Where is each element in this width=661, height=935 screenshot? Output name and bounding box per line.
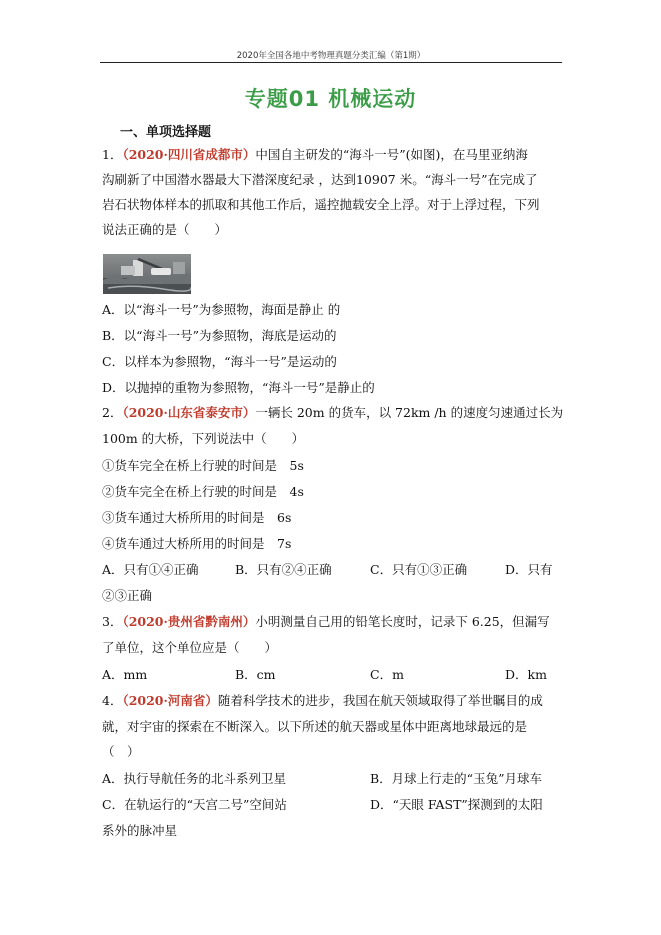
page-header: 2020年全国各地中考物理真题分类汇编（第1期） (236, 51, 426, 61)
q3-line-1 (102, 614, 550, 630)
q2-option-b: B．只有②④正确 (235, 562, 332, 577)
q2-number: 2． (102, 405, 123, 420)
q1-option-d: D．以抛掉的重物为参照物，“海斗一号”是静止的 (102, 380, 375, 395)
q1-line-2: 沟刷新了中国潜水器最大下潜深度纪录 ，达到10907 米。“海斗一号”在完成了 (102, 172, 538, 187)
q2-line-1 (102, 405, 563, 421)
q2-source: （2020·山东省泰安市） (122, 405, 256, 420)
section-heading: 一、单项选择题 (120, 125, 212, 140)
q2-text: 一辆长 20m 的货车，以 72km /h 的速度匀速通过长为 (255, 405, 564, 420)
q1-text: 中国自主研发的“海斗一号”(如图)，在马里亚纳海 (255, 147, 528, 162)
q1-line-3: 岩石状物体样本的抓取和其他工作后，遥控抛载安全上浮。对于上浮过程，下列 (102, 197, 540, 212)
q4-line-2: 就，对宇宙的探索在不断深入。以下所述的航天器或星体中距离地球最远的是 (102, 719, 528, 734)
q4-option-a: A．执行导航任务的北斗系列卫星 (102, 771, 287, 786)
q1-line-4: 说法正确的是（ ） (102, 222, 228, 237)
page-title: 专题01 机械运动 (244, 87, 417, 111)
q4-option-d-cont: 系外的脉冲星 (102, 823, 178, 838)
q1-option-c: C．以样本为参照物，“海斗一号”是运动的 (102, 354, 337, 369)
q4-number: 4． (102, 693, 123, 708)
q3-line-2: 了单位，这个单位应是（ ） (102, 640, 278, 655)
q1-source: （2020·四川省成都市） (122, 147, 256, 162)
q2-line-2: 100m 的大桥，下列说法中（ ） (102, 431, 305, 446)
q4-source: （2020·河南省） (122, 693, 218, 708)
q1-line-1 (102, 147, 528, 163)
q2-option-d-cont: ②③正确 (102, 588, 153, 603)
q4-text: 随着科学技术的进步，我国在航天领域取得了举世瞩目的成 (217, 693, 543, 708)
q3-option-d: D．km (505, 667, 547, 682)
q4-line-1 (102, 693, 543, 709)
q2-statement-2: ②货车完全在桥上行驶的时间是 4s (102, 484, 304, 499)
q3-number: 3． (102, 614, 123, 629)
q3-option-b: B．cm (235, 667, 276, 682)
q2-option-a: A．只有①④正确 (102, 562, 199, 577)
q1-option-b: B．以“海斗一号”为参照物，海底是运动的 (102, 328, 337, 343)
q2-statement-1: ①货车完全在桥上行驶的时间是 5s (102, 458, 304, 473)
q3-option-a: A．mm (102, 667, 148, 682)
q2-statement-4: ④货车通过大桥所用的时间是 7s (102, 536, 292, 551)
q3-option-c: C．m (370, 667, 404, 682)
q2-statement-3: ③货车通过大桥所用的时间是 6s (102, 510, 292, 525)
q4-option-c: C．在轨运行的“天宫二号”空间站 (102, 797, 287, 812)
q2-option-d: D．只有 (505, 562, 553, 577)
submersible-photo (103, 254, 191, 294)
q4-line-3: （ ） (102, 744, 140, 759)
header-divider (100, 62, 562, 63)
q4-option-b: B．月球上行走的“玉兔”月球车 (370, 771, 542, 786)
q1-number: 1． (102, 147, 123, 162)
q3-source: （2020·贵州省黔南州） (122, 614, 256, 629)
q4-option-d: D．“天眼 FAST”探测到的太阳 (370, 797, 543, 812)
q3-text: 小明测量自己用的铅笔长度时，记录下 6.25，但漏写 (255, 614, 550, 629)
q1-option-a: A．以“海斗一号”为参照物，海面是静止 的 (102, 302, 341, 317)
q2-option-c: C．只有①③正确 (370, 562, 468, 577)
